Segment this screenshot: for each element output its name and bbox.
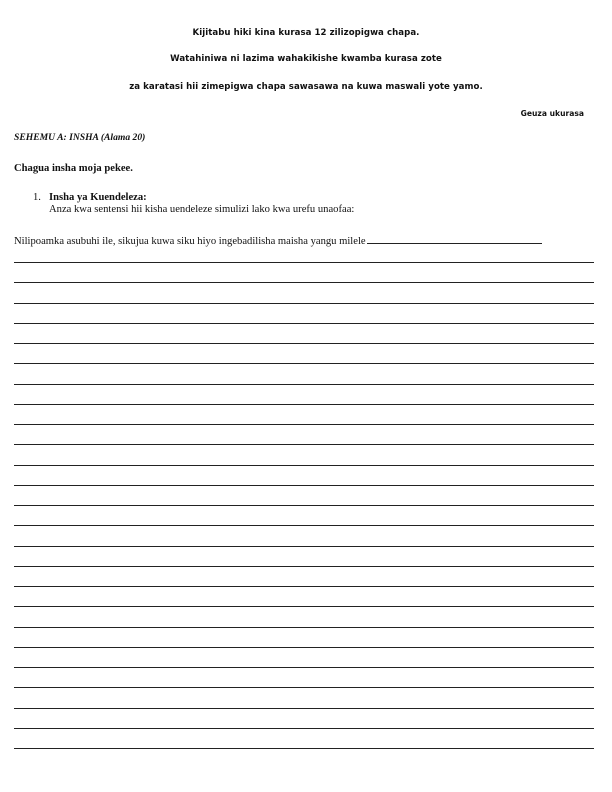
answer-line[interactable] [14, 606, 594, 626]
answer-line[interactable] [14, 546, 594, 566]
opening-sentence-blank[interactable] [367, 234, 542, 244]
answer-line[interactable] [14, 647, 594, 667]
page-count-notice: Kijitabu hiki kina kurasa 12 zilizopigwa chapa. [192, 28, 420, 38]
answer-lines[interactable] [14, 262, 594, 768]
answer-line[interactable] [14, 748, 594, 768]
answer-line[interactable] [14, 586, 594, 606]
question-title: Insha ya Kuendeleza: [49, 192, 147, 203]
answer-line[interactable] [14, 566, 594, 586]
answer-line[interactable] [14, 384, 594, 404]
answer-line[interactable] [14, 708, 594, 728]
answer-line[interactable] [14, 262, 594, 282]
opening-sentence-line [14, 234, 542, 247]
answer-line[interactable] [14, 627, 594, 647]
answer-line[interactable] [14, 323, 594, 343]
answer-line[interactable] [14, 363, 594, 383]
answer-line[interactable] [14, 282, 594, 302]
opening-sentence: Nilipoamka asubuhi ile, sikujua kuwa siku hiyo ingebadilisha maisha yangu milele [14, 236, 366, 247]
answer-line[interactable] [14, 687, 594, 707]
section-heading: SEHEMU A: INSHA (Alama 20) [14, 132, 146, 143]
answer-line[interactable] [14, 525, 594, 545]
answer-line[interactable] [14, 465, 594, 485]
section-instruction: Chagua insha moja pekee. [14, 163, 133, 174]
question-number: 1. [33, 192, 41, 203]
candidate-check-notice: Watahiniwa ni lazima wahakikishe kwamba kurasa zote [170, 54, 442, 64]
answer-line[interactable] [14, 424, 594, 444]
turn-page-label: Geuza ukurasa [520, 109, 584, 118]
answer-line[interactable] [14, 444, 594, 464]
answer-line[interactable] [14, 485, 594, 505]
answer-line[interactable] [14, 505, 594, 525]
answer-line[interactable] [14, 303, 594, 323]
question-instructions: Anza kwa sentensi hii kisha uendeleze simulizi lako kwa urefu unaofaa: [49, 204, 355, 215]
answer-line[interactable] [14, 728, 594, 748]
candidate-check-notice-continued: za karatasi hii zimepigwa chapa sawasawa na kuwa maswali yote yamo. [129, 82, 483, 92]
answer-line[interactable] [14, 343, 594, 363]
question-1 [33, 192, 354, 216]
answer-line[interactable] [14, 667, 594, 687]
answer-line[interactable] [14, 404, 594, 424]
